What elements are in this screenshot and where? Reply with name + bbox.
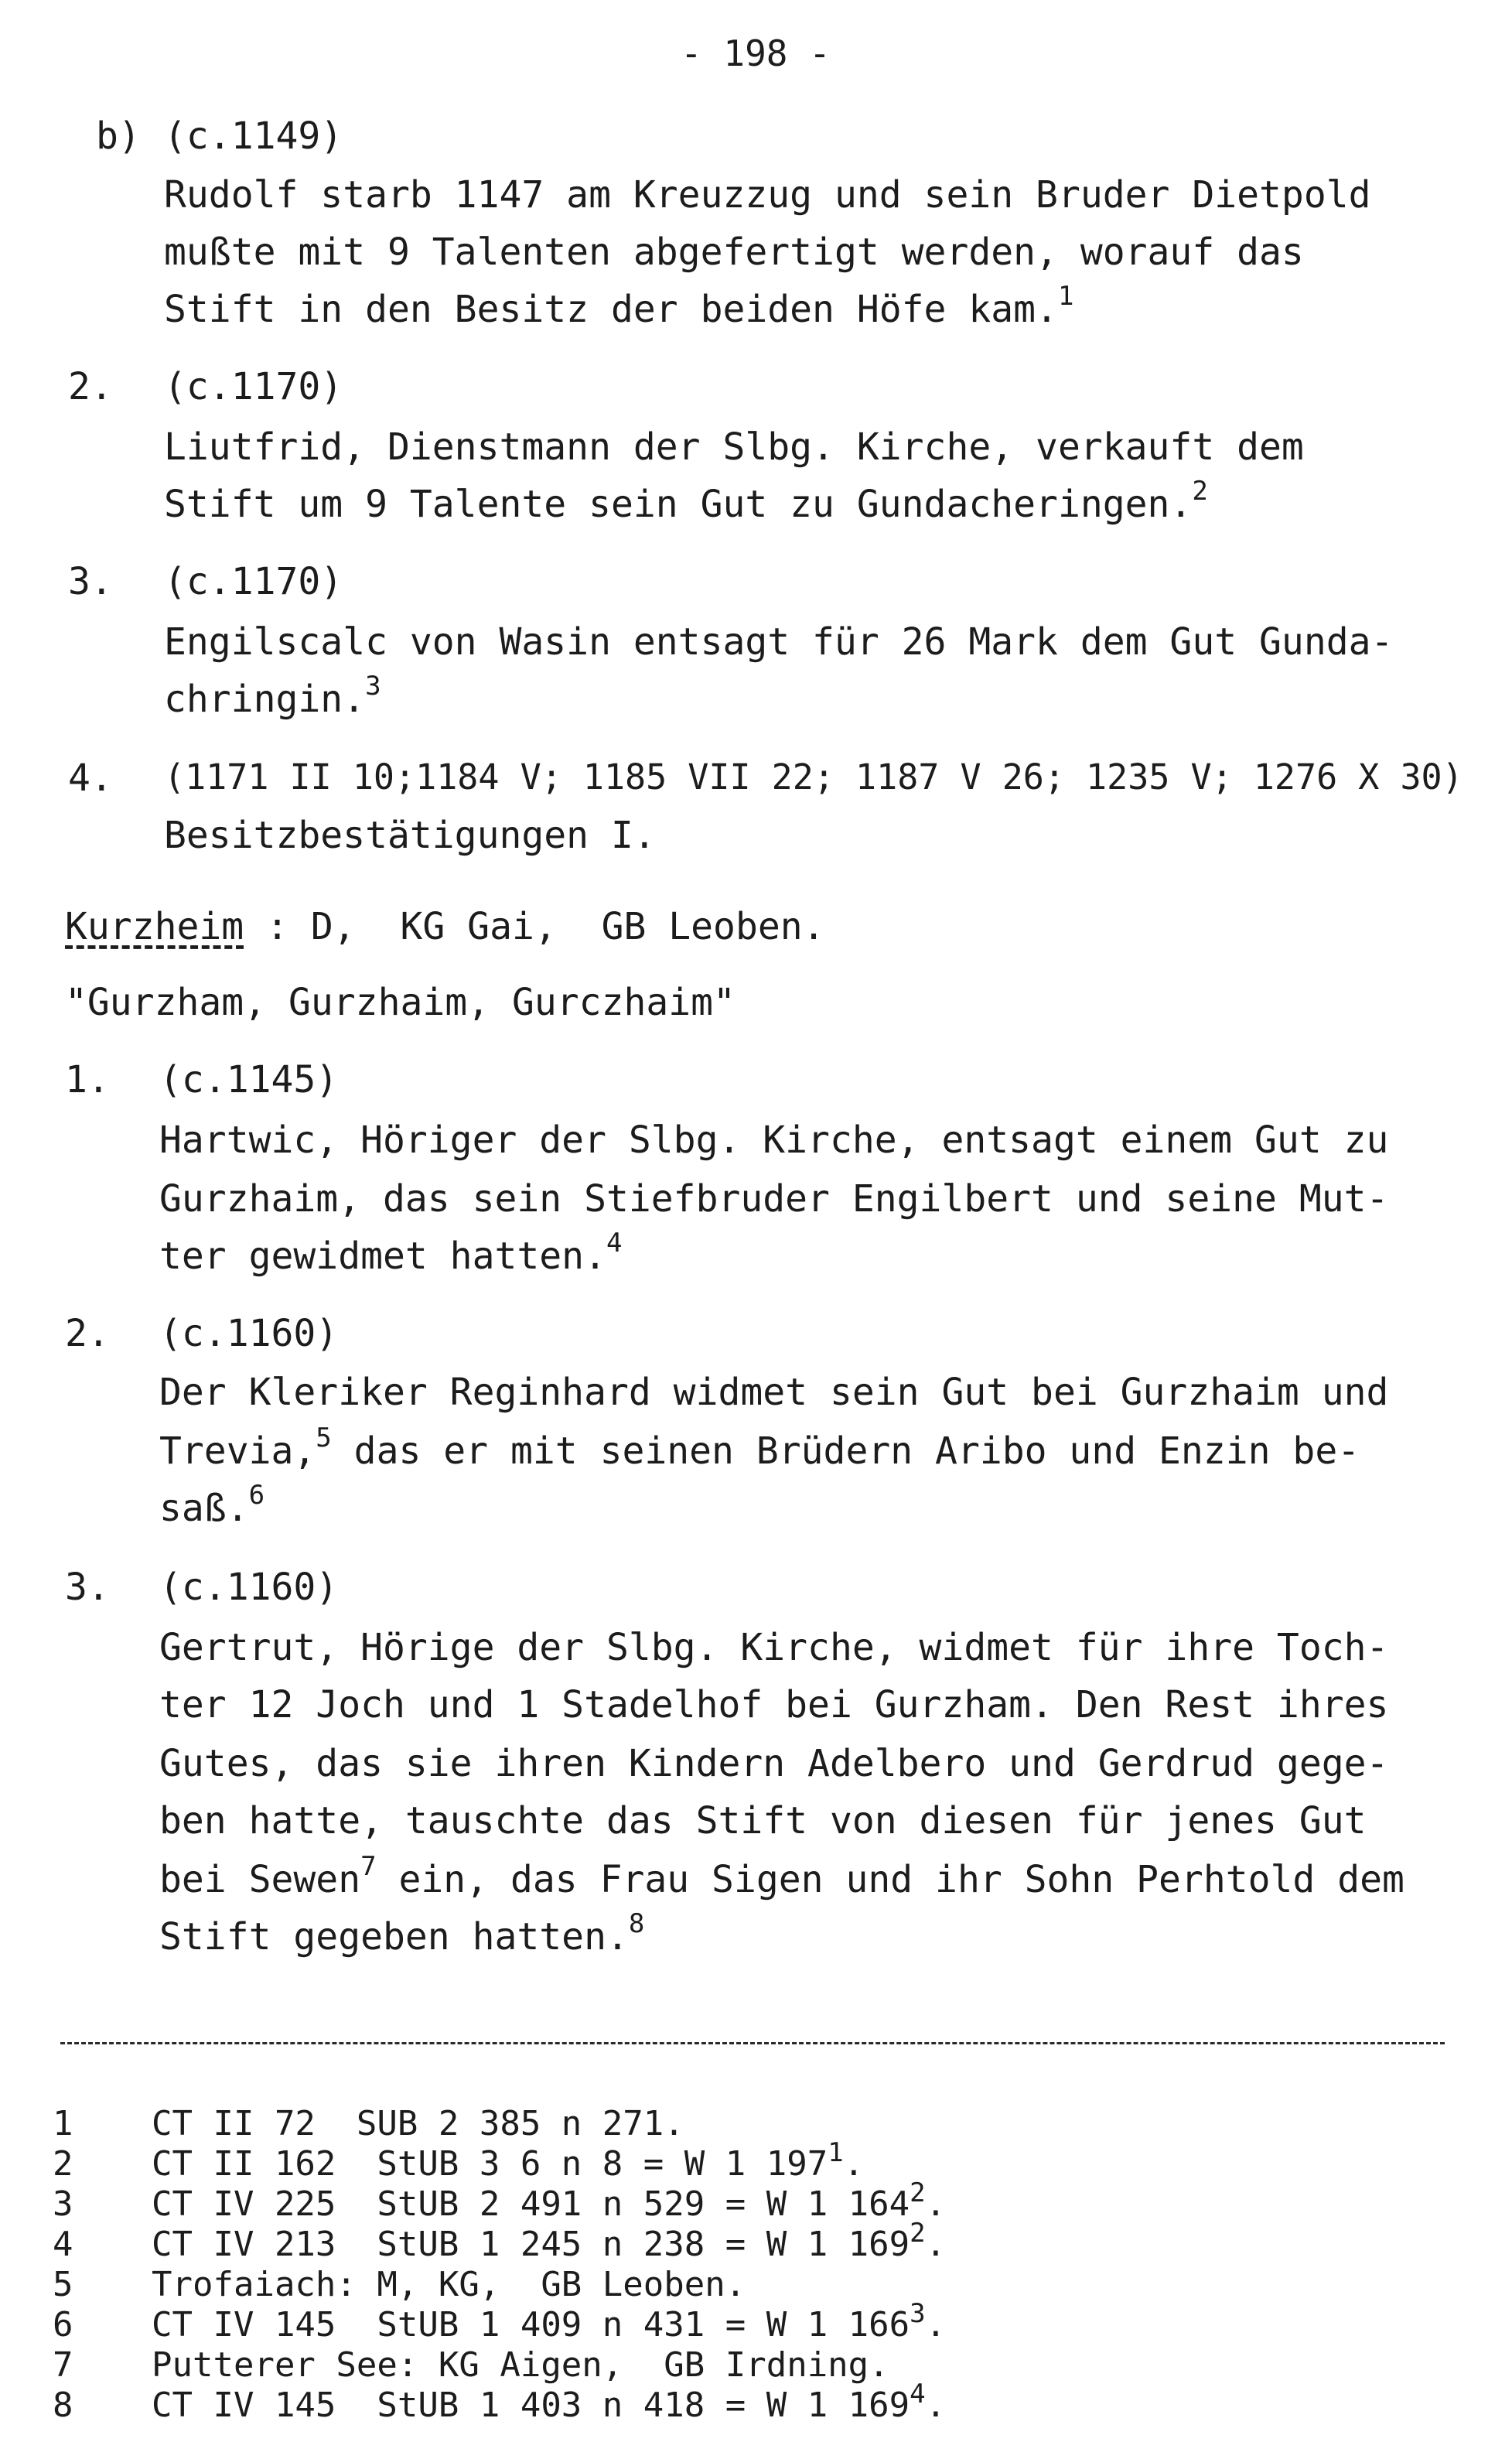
footnote-ref: 7 [360, 1851, 377, 1882]
item-2-line-2: Stift um 9 Talente sein Gut zu Gundacheringen.$^2$ [164, 476, 1208, 526]
item-b-label: b) [96, 114, 141, 158]
footnote-ref: 1 [1057, 281, 1074, 312]
k-item-3-line-3: Gutes, das sie ihren Kindern Adelbero und Gerdrud gege- [159, 1742, 1389, 1785]
footnote-2: 2 CT II 162 StUB 3 6 n 8 = W 1 197$^1$. [53, 2137, 865, 2184]
page-number: - 198 - [681, 32, 831, 74]
name-variants: "Gurzham, Gurzhaim, Gurczhaim" [65, 981, 736, 1024]
item-3-label: 3. [68, 560, 113, 603]
k-item-3-line-1: Gertrut, Hörige der Slbg. Kirche, widmet für ihre Toch- [159, 1626, 1389, 1669]
footnote-ref: 8 [628, 1908, 645, 1939]
footnote-ref: 3 [365, 671, 381, 702]
footnote-ref: 5 [316, 1422, 332, 1453]
k-item-3-label: 3. [65, 1566, 110, 1609]
k-item-3-date: (c.1160) [159, 1566, 339, 1609]
section-heading-name: Kurzheim [65, 905, 244, 948]
item-b-line-2: mußte mit 9 Talenten abgefertigt werden, worauf das [164, 231, 1304, 274]
item-4-date: (1171 II 10;1184 V; 1185 VII 22; 1187 V 26; 1235 V; 1276 X 30) [164, 756, 1463, 797]
k-item-1-line-3: ter gewidmet hatten.$^4$ [159, 1228, 623, 1278]
footnote-ref: 2 [1192, 476, 1208, 507]
k-item-3-line-5: bei Sewen$^7$ ein, das Frau Sigen und ihr Sohn Perhtold dem [159, 1851, 1404, 1901]
footnote-divider [60, 2042, 1445, 2044]
item-4-label: 4. [68, 756, 113, 800]
k-item-2-line-3: saß.$^6$ [159, 1480, 265, 1530]
section-heading: Kurzheim : D, KG Gai, GB Leoben. [65, 905, 825, 948]
k-item-3-line-6: Stift gegeben hatten.$^8$ [159, 1908, 645, 1959]
footnote-8: 8 CT IV 145 StUB 1 403 n 418 = W 1 169$^4$. [53, 2379, 947, 2425]
item-b-line-3: Stift in den Besitz der beiden Höfe kam.$^1$ [164, 281, 1074, 331]
item-2-date: (c.1170) [164, 365, 343, 408]
k-item-1-line-2: Gurzhaim, das sein Stiefbruder Engilbert und seine Mut- [159, 1177, 1389, 1221]
footnote-ref: 6 [248, 1480, 265, 1511]
k-item-1-label: 1. [65, 1058, 110, 1101]
footnote-ref: 4 [606, 1228, 623, 1259]
item-4-line-1: Besitzbestätigungen I. [164, 814, 656, 857]
k-item-2-line-1: Der Kleriker Reginhard widmet sein Gut bei Gurzhaim und [159, 1371, 1389, 1414]
k-item-2-date: (c.1160) [159, 1312, 339, 1355]
item-2-line-1: Liutfrid, Dienstmann der Slbg. Kirche, verkauft dem [164, 425, 1304, 469]
k-item-1-date: (c.1145) [159, 1058, 339, 1101]
item-b-date: (c.1149) [164, 114, 343, 158]
item-3-line-2: chringin.$^3$ [164, 671, 381, 721]
item-3-line-1: Engilscalc von Wasin entsagt für 26 Mark dem Gut Gunda- [164, 620, 1394, 664]
item-b-line-1: Rudolf starb 1147 am Kreuzzug und sein Bruder Dietpold [164, 173, 1371, 217]
footnote-1: 1 CT II 72 SUB 2 385 n 271. [53, 2104, 684, 2143]
footnote-7: 7 Putterer See: KG Aigen, GB Irdning. [53, 2345, 889, 2385]
item-3-date: (c.1170) [164, 560, 343, 603]
footnote-3: 3 CT IV 225 StUB 2 491 n 529 = W 1 164$^2$. [53, 2177, 947, 2224]
k-item-3-line-4: ben hatte, tauschte das Stift von diesen für jenes Gut [159, 1799, 1367, 1843]
k-item-1-line-1: Hartwic, Höriger der Slbg. Kirche, entsagt einem Gut zu [159, 1119, 1389, 1162]
k-item-2-line-2: Trevia,$^5$ das er mit seinen Brüdern Aribo und Enzin be- [159, 1422, 1360, 1473]
footnote-5: 5 Trofaiach: M, KG, GB Leoben. [53, 2265, 746, 2304]
k-item-2-label: 2. [65, 1312, 110, 1355]
footnote-4: 4 CT IV 213 StUB 1 245 n 238 = W 1 169$^2$. [53, 2218, 947, 2264]
footnote-6: 6 CT IV 145 StUB 1 409 n 431 = W 1 166$^3$. [53, 2298, 947, 2345]
item-2-label: 2. [68, 365, 113, 408]
k-item-3-line-2: ter 12 Joch und 1 Stadelhof bei Gurzham. Den Rest ihres [159, 1683, 1389, 1726]
